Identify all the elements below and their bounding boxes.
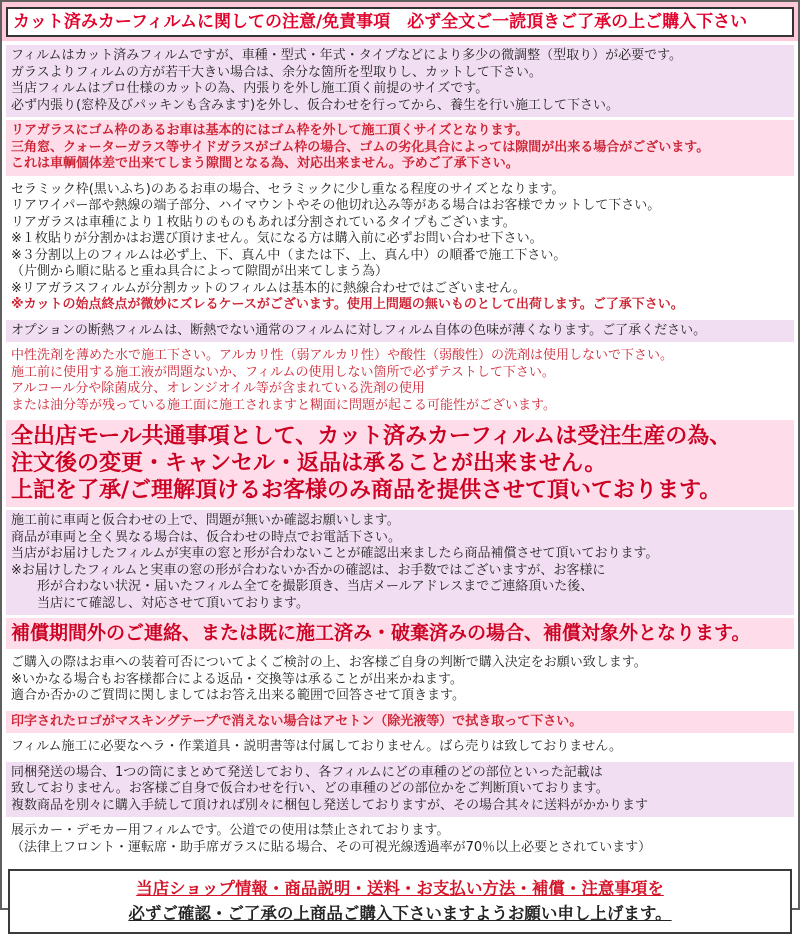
notice-section-no-tools-included — [6, 736, 794, 759]
text-line: 当店にて確認し、対応させて頂いております。 — [11, 595, 309, 611]
text-line: 施工前に使用する施工液が問題ないか、フィルムの使用しない箇所で必ずテストして下さい。 — [11, 364, 555, 380]
notice-section-rubber-frame — [6, 120, 794, 176]
text-line: ※カットの始点終点が微妙にズレるケースがございます。使用上問題の無いものとして出荷します。ご了承下さい。 — [11, 297, 684, 312]
text-line: 三角窓、クォーターガラス等サイドガラスがゴム枠の場合、ゴムの劣化具合によっては隙間が出来る場合がございます。 — [11, 139, 710, 155]
notice-section-logo-removal — [6, 711, 794, 734]
text-line: 商品が車両と全く異なる場合は、仮合わせの時点でお電話下さい。 — [11, 529, 402, 545]
notice-section-ceramic-frame — [6, 179, 794, 317]
notice-section-no-cancel-notice — [6, 420, 794, 507]
notice-section-insulation-option — [6, 320, 794, 343]
text-line: リアガラスは車種により１枚貼りのものもあれば分割されているタイプもございます。 — [11, 214, 516, 230]
notice-section-fitting-adjustment — [6, 45, 794, 117]
text-line: （法律上フロント・運転席・助手席ガラスに貼る場合、その可視光線透過率が70％以上必要とされています） — [11, 839, 652, 855]
text-line: ※リアガラスフィルムが分割カットのフィルムは基本的に熱線合わせではございません。 — [11, 280, 526, 296]
text-line: 致しておりません。お客様ご自身で仮合わせを行い、どの車種のどの部位かをご判断頂いております。 — [11, 781, 609, 796]
text-line: 形が合わない状況・届いたフィルム全てを撮影頂き、当店メールアドレスまでご連絡頂いた後、 — [11, 579, 594, 594]
text-line: ※１枚貼りが分割かはお選び頂けません。気になる方は購入前に必ずお問い合わせ下さい。 — [11, 231, 543, 246]
text-line: 中性洗剤を薄めた水で施工下さい。アルカリ性（弱アルカリ性）や酸性（弱酸性）の洗剤は使用しないで下さい。 — [11, 348, 673, 363]
text-line: オプションの断熱フィルムは、断熱でない通常のフィルムに対しフィルム自体の色味が薄くなります。ご了承ください。 — [11, 322, 707, 338]
notice-section-bundled-shipping — [6, 762, 794, 818]
text-line: または油分等が残っている施工面に施工されますと糊面に問題が起こる可能性がございます。 — [11, 397, 556, 413]
text-line: セラミック枠(黒いふち)のあるお車の場合、セラミックに少し重なる程度のサイズとなります。 — [11, 181, 565, 197]
text-line: （片側から順に貼ると重ね具合によって隙間が出来てしまう為） — [11, 264, 389, 279]
text-line: ご購入の際はお車への装着可否についてよくご検討の上、お客様ご自身の判断で購入決定をお願い致します。 — [11, 655, 647, 670]
text-line: 適合か否かのご質問に関しましてはお答え出来る範囲で回答させて頂きます。 — [11, 688, 465, 703]
footer-link-line[interactable]: 当店ショップ情報・商品説明・送料・お支払い方法・補償・注意事項を — [136, 879, 664, 898]
text-line: フィルム施工に必要なヘラ・作業道具・説明書等は付属しておりません。ばら売りは致しておりません。 — [11, 739, 623, 754]
text-line: 注文後の変更・キャンセル・返品は承ることが出来ません。 — [11, 451, 607, 476]
notice-section-detergent-warning — [6, 345, 794, 417]
text-line: これは車輌個体差で出来てしまう隙間となる為、対応出来ません。予めご了承下さい。 — [11, 156, 519, 171]
text-line: 施工前に車両と仮合わせの上で、問題が無いか確認お願いします。 — [11, 513, 400, 528]
footer-confirm-line: 必ずご確認・ご了承の上商品ご購入下さいますようお願い申し上げます。 — [128, 904, 672, 923]
text-line: ※いかなる場合もお客様都合による返品・交換等は承ることが出来かねます。 — [11, 671, 463, 687]
text-line: 全出店モール共通事項として、カット済みカーフィルムは受注生産の為、 — [11, 424, 732, 449]
notice-section-compensation-exclusion — [6, 618, 794, 649]
footer-notice-box — [8, 869, 792, 934]
header-band — [2, 2, 798, 41]
text-line: 必ず内張り(窓枠及びパッキンも含みます)を外し、仮合わせを行ってから、養生を行い施工して下さい。 — [11, 97, 620, 113]
notice-sections — [2, 41, 798, 863]
text-line: 印字されたロゴがマスキングテープで消えない場合はアセトン（除光液等）で拭き取って下さい。 — [11, 713, 583, 729]
text-line: 複数商品を別々に購入手続して頂ければ別々に梱包し発送しておりますが、その場合其々に送料がかかります — [11, 797, 649, 813]
text-line: 当店がお届けしたフィルムが実車の窓と形が合わないことが確認出来ましたら商品補償させて頂いております。 — [11, 546, 659, 561]
text-line: 同梱発送の場合、1つの筒にまとめて発送しており、各フィルムにどの車種のどの部位といった記載は — [11, 764, 603, 780]
text-line: フィルムはカット済みフィルムですが、車種・型式・年式・タイプなどにより多少の微調整（型取り）が必要です。 — [11, 48, 683, 63]
page-title: カット済みカーフィルムに関しての注意/免責事項 必ず全文ご一読頂きご了承の上ご購入下さい — [6, 7, 794, 37]
notice-section-compensation-procedure — [6, 510, 794, 615]
text-line: 補償期間外のご連絡、または既に施工済み・破棄済みの場合、補償対象外となります。 — [11, 622, 751, 644]
text-line: ガラスよりフィルムの方が若干大きい場合は、余分な箇所を型取りし、カットして下さい。 — [11, 64, 542, 80]
text-line: ※３分割以上のフィルムは必ず上、下、真ん中（または下、上、真ん中）の順番で施工下さい。 — [11, 247, 567, 263]
text-line: リアガラスにゴム枠のあるお車は基本的にはゴム枠を外して施工頂くサイズとなります。 — [11, 123, 529, 138]
text-line: 上記を了承/ご理解頂けるお客様のみ商品を提供させて頂いております。 — [11, 478, 722, 503]
text-line: 当店フィルムはプロ仕様のカットの為、内張りを外し施工頂く前提のサイズです。 — [11, 81, 489, 96]
text-line: 展示カー・デモカー用フィルムです。公道での使用は禁止されております。 — [11, 823, 450, 838]
text-line: リアワイパー部や熱線の端子部分、ハイマウントやその他切れ込み等がある場合はお客様でカットして下さい。 — [11, 198, 661, 213]
text-line: ※お届けしたフィルムと実車の窓の形が合わないか否かの確認は、お手数ではございますが、お客様に — [11, 562, 606, 578]
text-line: アルコール分や除菌成分、オレンジオイル等が含まれている洗剤の使用 — [11, 381, 425, 396]
notice-section-display-car-only — [6, 820, 794, 859]
notice-section-purchase-decision — [6, 652, 794, 708]
